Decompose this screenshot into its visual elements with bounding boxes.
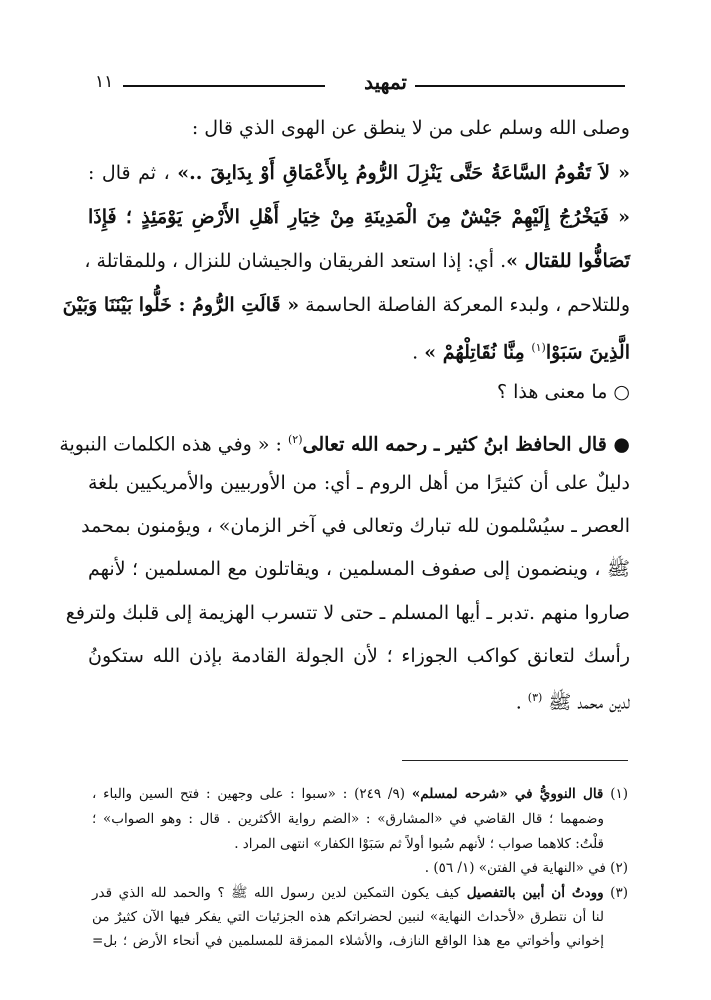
footnote-marker: (٢): [287, 433, 303, 446]
text-segment: لدين محمد ﷺ: [542, 691, 630, 714]
header-rule-left: [123, 85, 325, 87]
text-line: [88, 377, 630, 407]
text-line: [88, 333, 630, 367]
text-segment: دليلٌ على أن كثيرًا من أهل الروم ـ أي: من الأوربيين والأمريكيين بلغة: [88, 472, 630, 494]
text-line: [88, 202, 630, 232]
footnote-line: [92, 808, 604, 830]
footnote-line: [92, 930, 604, 952]
text-segment: تَصَافُّوا للقتال »: [506, 250, 630, 272]
text-line: [88, 554, 630, 584]
text-segment: العصر ـ سيُسْلمون لله تبارك وتعالى في آخر الزمان» ، ويؤمنون بمحمد: [81, 515, 630, 537]
text-line: [62, 290, 630, 320]
text-line: [81, 511, 630, 541]
text-line: [88, 158, 630, 188]
text-segment: وودتُ أن أبين بالتفصيل: [466, 885, 604, 901]
text-segment: وللتلاحم ، ولبدء المعركة الفاصلة الحاسمة: [299, 294, 630, 316]
footnote-separator: [402, 760, 628, 761]
text-segment: صاروا منهم .تدبر ـ أيها المسلم ـ حتى لا تتسرب الهزيمة إلى قلبك ولترفع: [65, 602, 630, 624]
text-line: [88, 683, 630, 717]
text-segment: قلْتُ: كلاهما صواب ؛ لأنهم سُبوا أولاً ثم سَبَوْا الكفار» انتهى المراد .: [234, 836, 604, 852]
footnote-line: [92, 833, 604, 855]
text-segment: كيف يكون التمكين لدين رسول الله ﷺ ؟ والحمد لله الذي قدر: [92, 885, 467, 901]
text-line: [84, 246, 630, 276]
chapter-title: تمهيد: [356, 70, 415, 94]
text-segment: مِنَّا نُقَاتِلْهُمْ »: [424, 341, 532, 364]
footnote-line: [92, 882, 628, 904]
text-line: [88, 468, 630, 498]
header-rule-right: [415, 85, 625, 87]
text-segment: ● قال الحافظ ابنُ كثير ـ رحمه الله تعالى: [302, 433, 630, 456]
text-segment: ، ثم قال :: [88, 162, 178, 184]
footnote-line: [92, 857, 628, 879]
text-segment: وضمهما ؛ قال القاضي في «المشارق» : «الضم رواية الأكثرين . قال : وهو الصواب» ؛: [92, 811, 604, 827]
text-segment: قال النوويُّ في «شرحه لمسلم»: [411, 786, 604, 802]
text-line: [88, 113, 630, 143]
text-line: [65, 598, 630, 628]
text-segment: ﷺ ، وينضمون إلى صفوف المسلمين ، ويقاتلون مع المسلمين ؛ لأنهم: [88, 558, 630, 580]
footnote-marker: (٣): [527, 691, 543, 704]
text-segment: إخواني وأخواتي مع هذا الواقع النازف، والأشلاء الممزقة للمسلمين في أنحاء الأرض ؛ بل=: [92, 933, 604, 949]
text-line: [59, 425, 630, 459]
text-segment: (٣): [603, 885, 628, 901]
text-segment: الَّذِينَ سَبَوْا: [545, 341, 630, 364]
text-segment: « لاَ تَقُومُ السَّاعَةُ حَتَّى يَنْزِلَ الرُّومُ بِالأَعْمَاقِ أَوْ بِدَابِقَ ..»: [177, 162, 630, 184]
text-segment: .: [412, 341, 425, 364]
text-segment: « قَالَتِ الرُّومُ : خَلُّوا بَيْنَنَا وَبَيْنَ: [62, 294, 300, 316]
page-number: ١١: [95, 72, 114, 92]
footnote-marker: (١): [531, 341, 546, 354]
footnote-line: [92, 906, 604, 928]
text-segment: (١): [603, 786, 629, 802]
text-segment: لنا أن نتطرق «لأحداث النهاية» لنبين لحضراتكم هذه الجزئيات التي يفكر فيها الآن كثيرٌ من: [92, 909, 604, 925]
text-segment: : « وفي هذه الكلمات النبوية: [59, 433, 288, 456]
text-segment: « فَيَخْرُجُ إِلَيْهِمْ جَيْشٌ مِنَ الْمَدِينَةِ مِنْ خِيَارِ أَهْلِ الأَرْضِ يَوْمَئِذٍ ؛ فَإِذَا: [88, 206, 630, 228]
text-segment: ○ ما معنى هذا ؟: [497, 381, 630, 403]
text-segment: رأسك لتعانق كواكب الجوزاء ؛ لأن الجولة القادمة بإذن الله ستكونُ: [88, 645, 630, 667]
text-segment: .: [515, 691, 528, 714]
footnote-line: [92, 783, 628, 805]
text-segment: وصلى الله وسلم على من لا ينطق عن الهوى الذي قال :: [191, 117, 630, 139]
text-segment: (٩/ ٢٤٩) : «سبوا : على وجهين : فتح السين والباء ،: [92, 786, 412, 802]
text-line: [88, 641, 630, 671]
running-header: [95, 70, 625, 100]
text-segment: . أي: إذا استعد الفريقان والجيشان للنزال ، وللمقاتلة ،: [84, 250, 507, 272]
text-segment: (٢) في «النهاية في الفتن» (١/ ٥٦) .: [424, 860, 628, 876]
